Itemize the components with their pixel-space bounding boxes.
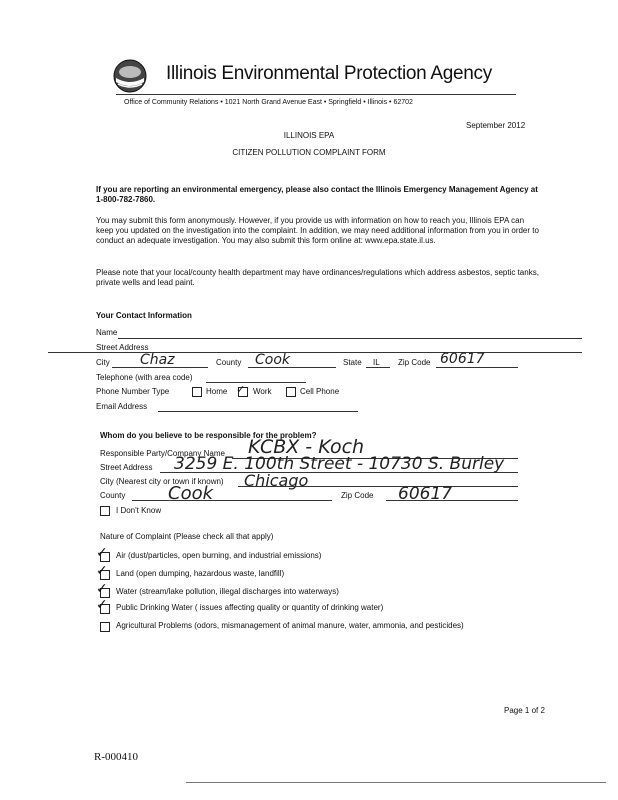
resp-zip-value: 60617 bbox=[398, 484, 453, 504]
dont-know-checkbox[interactable] bbox=[100, 506, 110, 516]
complaint-water-check-icon: ✓ bbox=[96, 581, 108, 597]
contact-zip-value: 60617 bbox=[440, 351, 485, 367]
contact-section-title: Your Contact Information bbox=[96, 311, 192, 320]
form-title: CITIZEN POLLUTION COMPLAINT FORM bbox=[232, 148, 386, 157]
resp-county-field[interactable] bbox=[132, 500, 332, 501]
emergency-notice: If you are reporting an environmental emergency, please also contact the Illinois Emergency Management Agency at 1-800-782-7860. bbox=[96, 185, 538, 204]
complaint-section-title: Nature of Complaint (Please check all that apply) bbox=[100, 532, 274, 541]
address-line: Office of Community Relations • 1021 North Grand Avenue East • Springfield • Illinois • 62702 bbox=[124, 99, 413, 106]
contact-name-label: Name bbox=[96, 328, 118, 337]
resp-county-label: County bbox=[100, 491, 126, 500]
resp-city-value: Chicago bbox=[244, 471, 309, 490]
complaint-land-label: Land (open dumping, hazardous waste, landfill) bbox=[116, 569, 285, 578]
contact-street-field[interactable] bbox=[48, 352, 582, 353]
contact-city-label: City bbox=[96, 358, 110, 367]
resp-street-label: Street Address bbox=[100, 463, 153, 472]
resp-street-value: 3259 E. 100th Street - 10730 S. Burley bbox=[174, 454, 505, 474]
phone-cell-checkbox[interactable] bbox=[286, 387, 296, 397]
contact-email-field[interactable] bbox=[158, 411, 358, 412]
phone-home-label: Home bbox=[206, 387, 228, 396]
party-value: KCBX - Koch bbox=[248, 436, 365, 458]
complaint-air-label: Air (dust/particles, open burning, and industrial emissions) bbox=[116, 551, 322, 560]
phone-type-label: Phone Number Type bbox=[96, 387, 170, 396]
phone-work-check-icon: ✓ bbox=[236, 383, 246, 396]
complaint-agricultural-label: Agricultural Problems (odors, mismanagement of animal manure, water, ammonia, and pesticides) bbox=[116, 621, 464, 630]
document-id: R-000410 bbox=[94, 751, 138, 763]
contact-county-label: County bbox=[216, 358, 242, 367]
footer-rule bbox=[186, 782, 606, 783]
complaint-agricultural-checkbox[interactable] bbox=[100, 622, 110, 632]
agency-seal-icon bbox=[112, 58, 148, 94]
complaint-air-check-icon: ✓ bbox=[96, 545, 108, 561]
form-date: September 2012 bbox=[466, 121, 526, 130]
complaint-water-label: Water (stream/lake pollution, illegal discharges into waterways) bbox=[116, 587, 339, 596]
responsible-section-title: Whom do you believe to be responsible for the problem? bbox=[100, 431, 317, 440]
contact-state-value: IL bbox=[373, 358, 380, 367]
contact-phone-field[interactable] bbox=[206, 382, 306, 383]
contact-phone-label: Telephone (with area code) bbox=[96, 373, 193, 382]
resp-city-label: City (Nearest city or town if known) bbox=[100, 477, 224, 486]
page-number: Page 1 of 2 bbox=[504, 706, 545, 715]
phone-home-checkbox[interactable] bbox=[192, 387, 202, 397]
contact-email-label: Email Address bbox=[96, 402, 148, 411]
phone-work-label: Work bbox=[253, 387, 272, 396]
anonymous-notice: You may submit this form anonymously. However, if you provide us with information on how to reach you, Illinois EPA can keep you updated on the investigation into the complaint. In addition, we may need additional information from you in order to conduct an adequate investigation. You may also submit this form online at: www.epa.state.il.us. bbox=[96, 216, 539, 245]
phone-cell-label: Cell Phone bbox=[300, 387, 340, 396]
agency-name: Illinois Environmental Protection Agency bbox=[166, 63, 492, 84]
complaint-drinking-water-label: Public Drinking Water ( issues affecting quality or quantity of drinking water) bbox=[116, 603, 384, 612]
contact-state-label: State bbox=[343, 358, 362, 367]
contact-zip-label: Zip Code bbox=[398, 358, 431, 367]
local-notice: Please note that your local/county health department may have ordinances/regulations which address asbestos, septic tanks, private wells and lead paint. bbox=[96, 268, 539, 287]
contact-street-label: Street Address bbox=[96, 343, 149, 352]
contact-city-value: Chaz bbox=[140, 352, 175, 368]
contact-name-field[interactable] bbox=[118, 338, 582, 339]
resp-county-value: Cook bbox=[168, 483, 214, 504]
dont-know-label: I Don't Know bbox=[116, 506, 162, 515]
party-label: Responsible Party/Company Name bbox=[100, 449, 225, 458]
complaint-land-check-icon: ✓ bbox=[96, 563, 108, 579]
resp-zip-label: Zip Code bbox=[341, 491, 374, 500]
contact-zip-field[interactable] bbox=[436, 367, 518, 368]
complaint-drinking-water-check-icon: ✓ bbox=[96, 597, 108, 613]
header-rule bbox=[116, 94, 516, 95]
contact-county-value: Cook bbox=[255, 352, 291, 368]
org-heading: ILLINOIS EPA bbox=[283, 131, 335, 140]
